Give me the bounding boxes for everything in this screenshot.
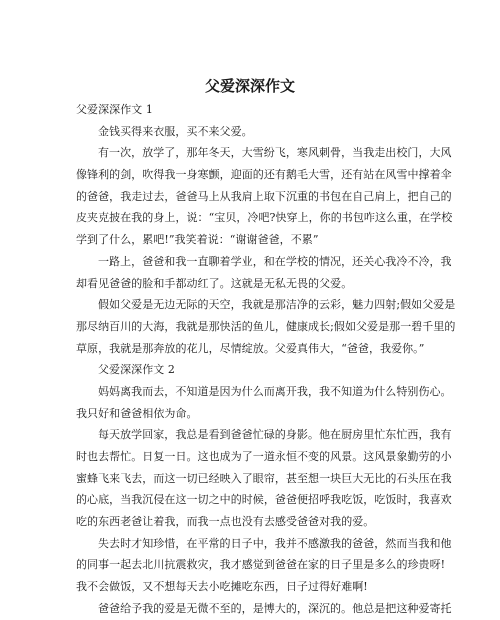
paragraph-line: 的心底，当我沉侵在这一切之中的时候，爸爸便招呼我吃饭，吃饭时，我喜欢	[76, 493, 452, 507]
paragraph-line: 失去时才知珍惜，在平常的日子中，我并不感激我的爸爸，然而当我和他	[98, 536, 452, 550]
document-title: 父爱深深作文	[204, 77, 295, 95]
section-heading-1: 父爱深深作文 1	[76, 103, 153, 116]
paragraph-line: 我不会做饭，又不想每天去小吃摊吃东西，日子过得好难啊!	[76, 580, 368, 594]
paragraph-line: 假如父爱是无边无际的天空，我就是那洁净的云彩，魅力四射;假如父爱是	[98, 298, 456, 312]
paragraph-line: 一路上，爸爸和我一直聊着学业，和在学校的情况，还关心我冷不冷，我	[98, 254, 452, 268]
essay-body	[76, 99, 456, 620]
section-heading-2: 父爱深深作文 2	[98, 363, 175, 377]
paragraph-line: 有一次，放学了，那年冬天，大雪纷飞，寒风刺骨，当我走出校门，大风	[98, 146, 452, 160]
paragraph-line: 草原，我就是那奔放的花儿，尽情绽放。父爱真伟大，“爸爸，我爱你。”	[76, 341, 425, 355]
paragraph-line: 我只好和爸爸相依为命。	[76, 406, 198, 420]
paragraph-line: 妈妈离我而去，不知道是因为什么而离开我，我不知道为什么特别伤心。	[98, 384, 452, 398]
paragraph-line: 学到了什么，累吧!”我笑着说：“谢谢爸爸，不累”	[76, 233, 319, 247]
paragraph-line: 的同事一起去北川抗震救灾，我才感觉到爸爸在家的日子里是多么的珍贵呀!	[76, 558, 446, 572]
paragraph-line: 皮夹克披在我的身上，说：“宝贝，冷吧?快穿上，你的书包咋这么重，在学校	[76, 211, 453, 225]
paragraph-line: 那尽纳百川的大海，我就是那快活的鱼儿，健康成长;假如父爱是那一碧千里的	[76, 319, 456, 333]
paragraph-line: 时也去帮忙。日复一日。这也成为了一道永恒不变的风景。这风景象勤劳的小	[76, 450, 452, 463]
paragraph-line: 蜜蜂飞来飞去，而这一切已经映入了眼帘，甚至想一块巨大无比的石头压在我	[76, 471, 452, 485]
paragraph-line: 却看见爸爸的脸和手都动红了。这就是无私无畏的父爱。	[76, 276, 353, 290]
paragraph-line: 金钱买得来衣服，买不来父爱。	[98, 124, 253, 138]
paragraph-line: 的爸爸，我走过去，爸爸马上从我肩上取下沉重的书包在自己肩上，把自己的	[76, 189, 452, 203]
paragraph-line: 吃的东西老爸让着我，而我一点也没有去感受爸爸对我的爱。	[76, 515, 375, 529]
paragraph-line: 爸爸给予我的爱是无微不至的，是博大的，深沉的。他总是把这种爱寄托	[98, 601, 452, 615]
paragraph-line: 每天放学回家，我总是看到爸爸忙碌的身影。他在厨房里忙东忙西，我有	[98, 428, 452, 442]
paragraph-line: 像锋利的剑，吹得我一身寒颤，迎面的还有鹅毛大雪，还有站在风雪中撑着伞	[76, 168, 452, 182]
